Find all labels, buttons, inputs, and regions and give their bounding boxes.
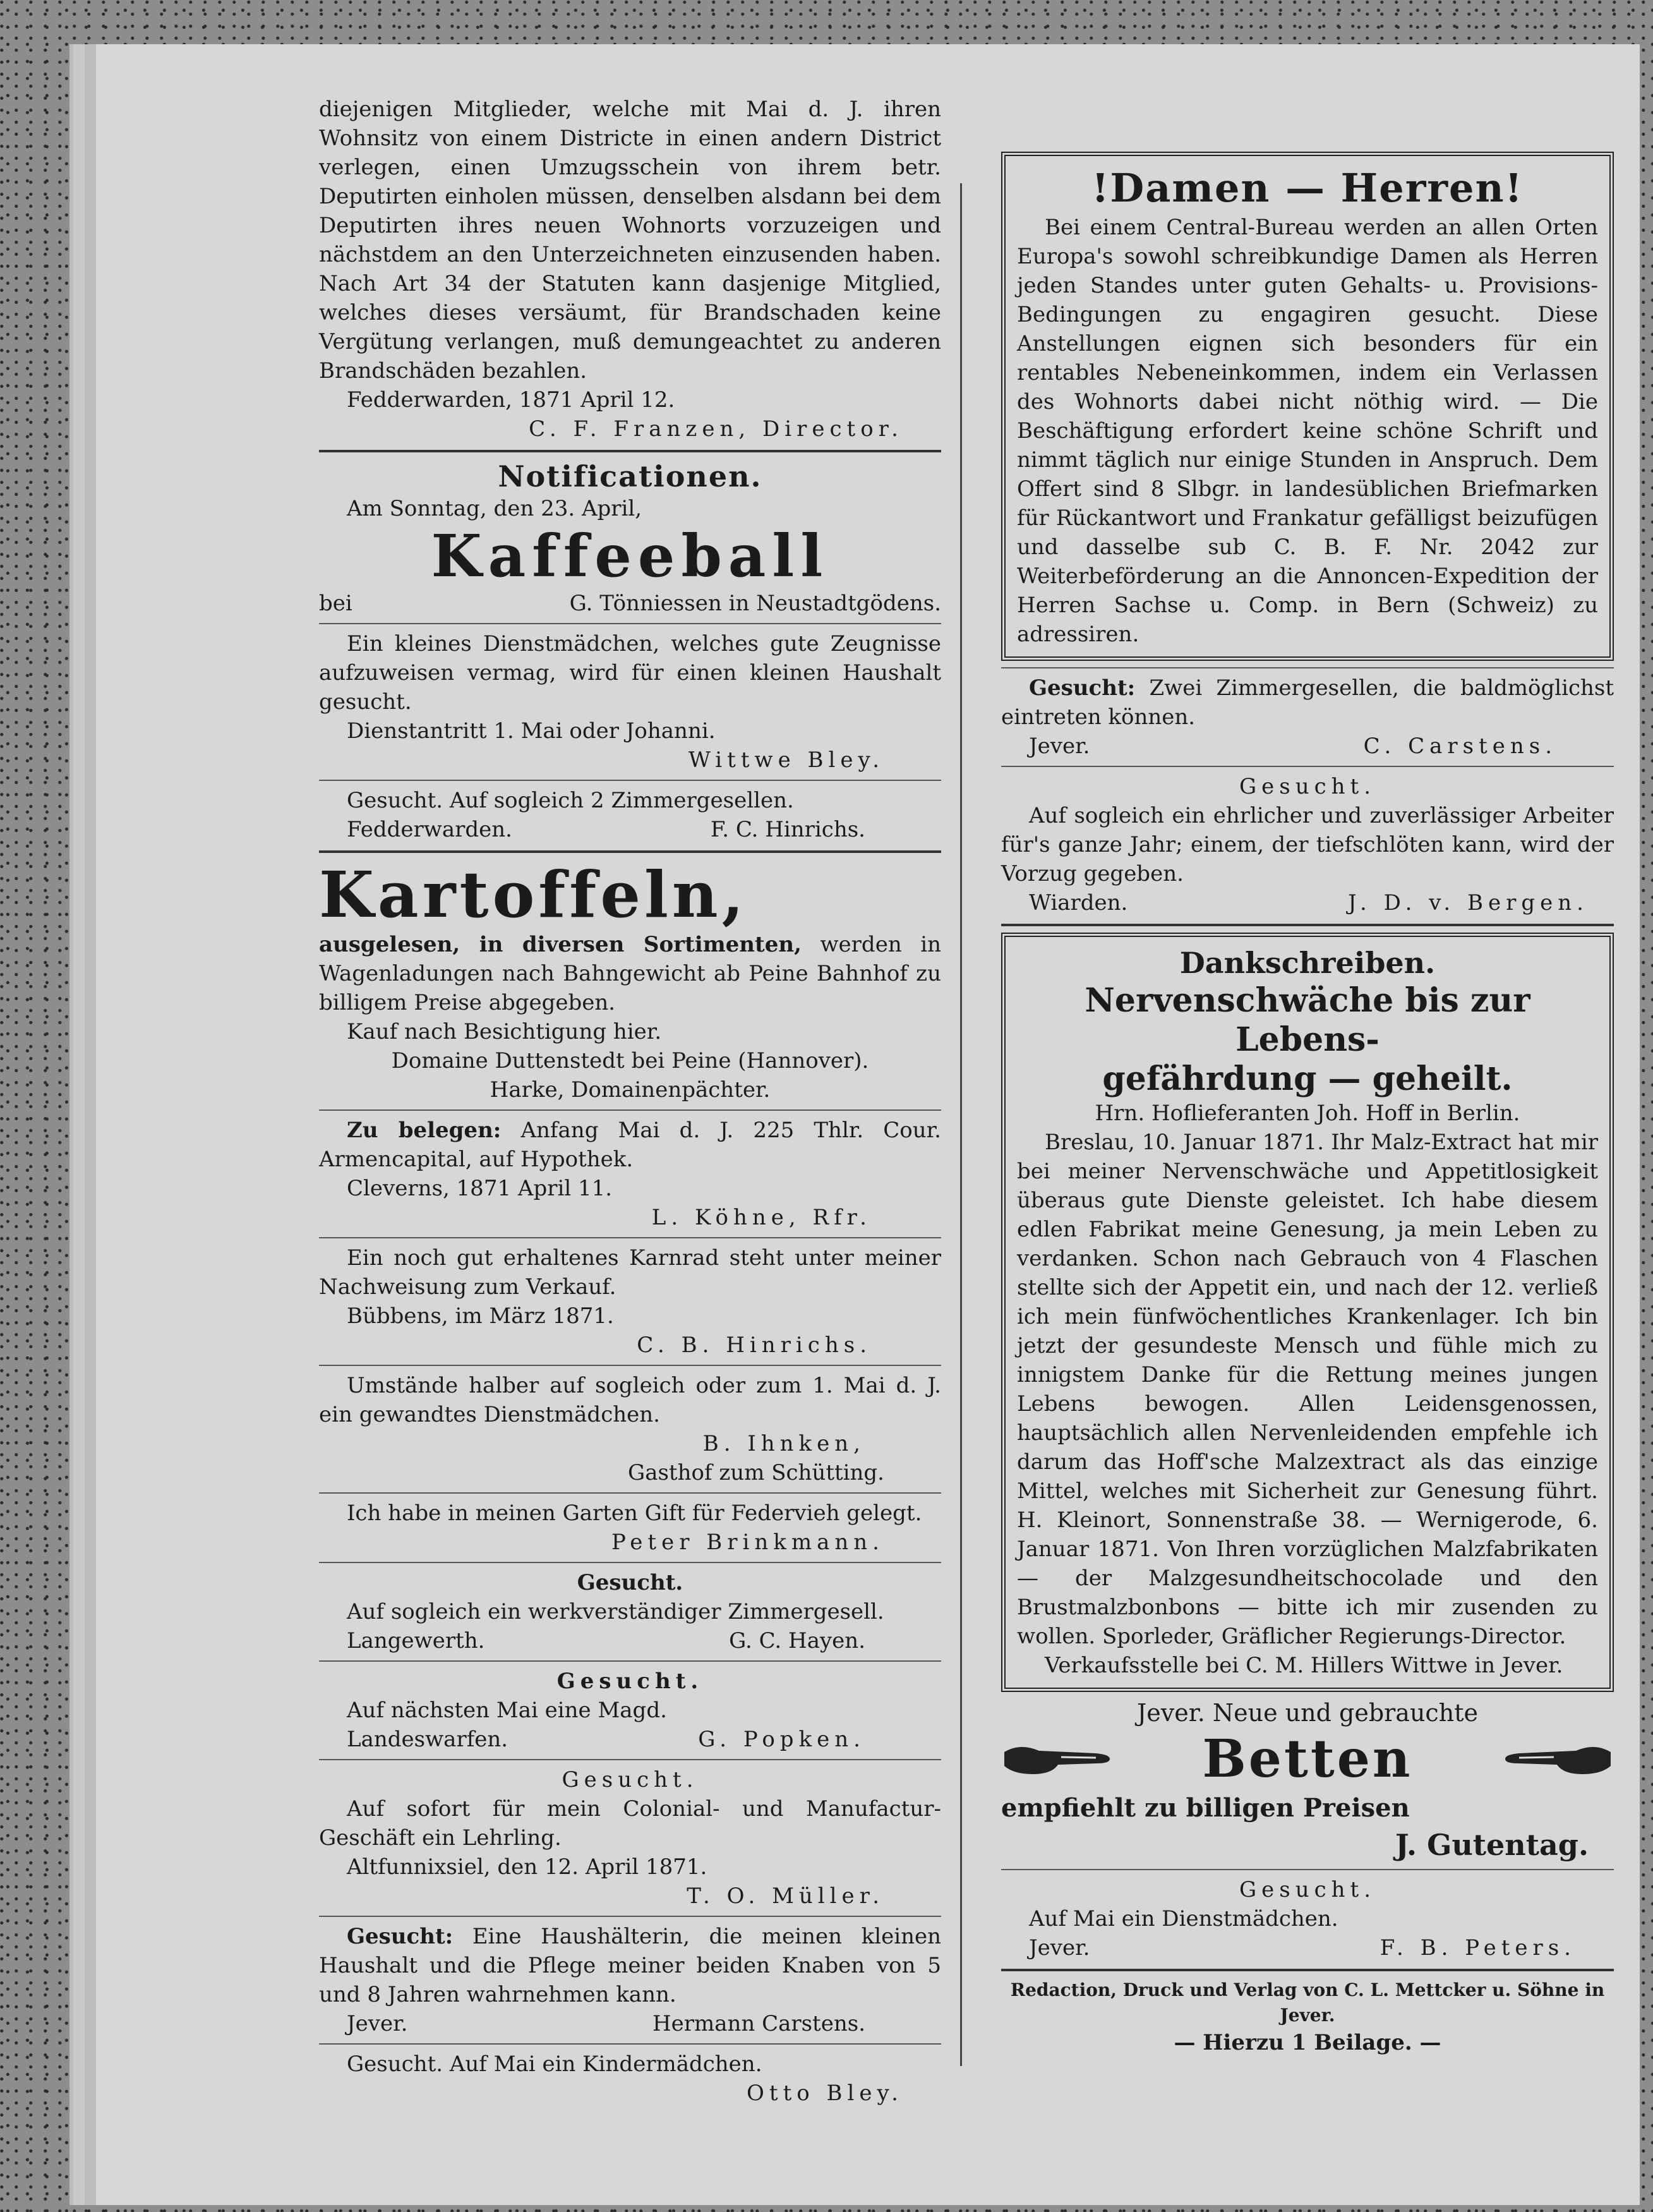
gesucht1-title: Gesucht. (577, 1570, 683, 1595)
arbeiter-title: Gesucht. (1239, 774, 1376, 799)
divider (319, 1237, 941, 1238)
divider (319, 850, 941, 853)
dienst-sign: Wittwe Bley. (688, 747, 884, 773)
intro-place: Fedderwarden, 1871 April 12. (347, 387, 675, 413)
kindermaedchen-sign: Otto Bley. (747, 2081, 903, 2106)
kaffee-bei: bei (319, 591, 352, 616)
divider (1001, 766, 1614, 767)
zwei-label: Gesucht: (1029, 675, 1136, 701)
betten-row (1001, 1727, 1614, 1791)
divider (1001, 924, 1614, 926)
gesucht3-title: Gesucht. (562, 1767, 699, 1792)
kindermaedchen-text: Gesucht. Auf Mai ein Kindermädchen. (347, 2052, 762, 2077)
pointing-hand-left-icon (1500, 1739, 1614, 1779)
divider (319, 2043, 941, 2045)
kartoffeln-title: Kartoffeln, (319, 857, 748, 932)
dankschreiben-sub2: gefährdung — geheilt. (1102, 1060, 1513, 1098)
betten-sign: J. Gutentag. (1395, 1828, 1589, 1862)
karnrad-text: Ein noch gut erhaltenes Karnrad steht unter meiner Nachweisung zum Verkauf. (319, 1245, 941, 1300)
gesucht2-sign: G. Popken. (698, 1727, 865, 1752)
dienstmaedchen-title: Gesucht. (1239, 1877, 1376, 1902)
kart-sign: Harke, Domainenpächter. (490, 1077, 771, 1103)
divider (319, 1492, 941, 1494)
umstaende-text: Umstände halber auf sogleich oder zum 1. Mai d. J. ein gewandtes Dienstmädchen. (319, 1373, 941, 1427)
zimmer-text: Gesucht. Auf sogleich 2 Zimmergesellen. (347, 788, 794, 813)
divider (1001, 1869, 1614, 1870)
dienstmaedchen-place: Jever. (1029, 1935, 1090, 1961)
zwei-text: Zwei Zimmergesellen, die baldmöglichst eintreten können. (1001, 675, 1614, 730)
dankschreiben-title: Dankschreiben. (1179, 946, 1436, 980)
divider (319, 780, 941, 781)
kart-kauf: Kauf nach Besichtigung hier. (347, 1019, 662, 1044)
belegen-label: Zu belegen: (347, 1118, 502, 1143)
zwei-sign: C. Carstens. (1363, 734, 1557, 759)
kart-text: werden in Wagenladungen nach Bahngewicht ab Peine Bahnhof zu billigem Preise abgegeben. (319, 932, 942, 1015)
gesucht1-sign: G. C. Hayen. (729, 1628, 865, 1653)
divider (319, 623, 941, 624)
belegen-text: Anfang Mai d. J. 225 Thlr. Cour. Armencapital, auf Hypothek. (319, 1118, 941, 1172)
haushalt-sign: Hermann Carstens. (652, 2011, 865, 2036)
arbeiter-place: Wiarden. (1029, 890, 1128, 916)
zimmer-place: Fedderwarden. (347, 817, 512, 842)
divider (1001, 1969, 1614, 1971)
gesucht3-text: Auf sofort für mein Colonial- und Manufactur-Geschäft ein Lehrling. (319, 1796, 941, 1851)
dienst-antritt: Dienstantritt 1. Mai oder Johanni. (347, 718, 716, 744)
belegen-sign: L. Köhne, Rfr. (651, 1205, 872, 1230)
arbeiter-sign: J. D. v. Bergen. (1347, 890, 1589, 916)
dienst-text: Ein kleines Dienstmädchen, welches gute Zeugnisse aufzuweisen vermag, wird für einen kleinen Haushalt gesucht. (319, 631, 941, 715)
right-column (1001, 152, 1614, 2057)
divider (319, 1365, 941, 1366)
haushalt-text: Eine Haushälterin, die meinen kleinen Haushalt und die Pflege meiner beiden Knaben von 5 und 8 Jahren wahrnehmen kann. (319, 1924, 942, 2007)
intro-text: diejenigen Mitglieder, welche mit Mai d. J. ihren Wohnsitz von einem Districte in einen andern District verlegen, einen Umzugsschein von ihrem betr. Deputirten einholen müssen, denselben alsdann bei dem Deputirten ihres neuen Wohnorts vorzuzeigen und nächstdem an den Unterzeichneten einzusenden haben. Nach Art 34 der Statuten kann dasjenige Mitglied, welches dieses versäumt, für Brandschaden keine Vergütung verlangen, muß demungeachtet zu anderen Brandschäden bezahlen. (319, 97, 941, 384)
left-column (319, 95, 941, 2108)
betten-sub: empfiehlt zu billigen Preisen (1001, 1793, 1410, 1823)
arbeiter-text: Auf sogleich ein ehrlicher und zuverlässiger Arbeiter für's ganze Jahr; einem, der tiefschlöten kann, wird der Vorzug gegeben. (1001, 803, 1614, 886)
gesucht2-sign-row (319, 1725, 941, 1754)
zimmer-sign-row (319, 815, 941, 844)
damen-herren-text: Bei einem Central-Bureau werden an allen Orten Europa's sowohl schreibkundige Damen als Herren jeden Standes unter guten Gehalts- u. Provisions-Bedingungen zu engagiren gesucht. Diese Anstellungen eignen sich besonders für ein rentables Nebeneinkommen, indem ein Verlassen des Wohnorts dabei nicht nöthig wird. — Die Beschäftigung erfordert keine schöne Schrift und nimmt täglich nur einige Stunden in Anspruch. Dem Offert sind 8 Slbgr. in landesüblichen Briefmarken für Rückantwort und Frankatur gefälligst beizufügen und dasselbe sub C. B. F. Nr. 2042 zur Weiterbeförderung an die Annoncen-Expedition der Herren Sachse u. Comp. in Bern (Schweiz) zu adressiren. (1017, 215, 1598, 647)
gesucht3-place: Altfunnixsiel, den 12. April 1871. (347, 1854, 707, 1880)
beilage-note: — Hierzu 1 Beilage. — (1174, 2030, 1441, 2055)
zimmer-sign: F. C. Hinrichs. (710, 817, 865, 842)
notificationen-heading: Notificationen. (498, 459, 762, 493)
dankschreiben-addr: Hrn. Hoflieferanten Joh. Hoff in Berlin. (1095, 1101, 1520, 1126)
haushalt-place: Jever. (347, 2011, 408, 2036)
gesucht3-sign: T. O. Müller. (687, 1883, 884, 1909)
gesucht1-place: Langewerth. (347, 1628, 485, 1653)
umstaende-sign1: B. Ihnken, (702, 1431, 865, 1456)
kaffee-host-row (319, 589, 941, 618)
dankschreiben-sub1: Nervenschwäche bis zur Lebens- (1085, 981, 1530, 1059)
umstaende-sign2: Gasthof zum Schütting. (628, 1460, 884, 1485)
gesucht2-text: Auf nächsten Mai eine Magd. (347, 1698, 667, 1723)
divider (319, 1109, 941, 1111)
haushalt-label: Gesucht: (347, 1924, 454, 1949)
karnrad-place: Bübbens, im März 1871. (347, 1303, 614, 1329)
gesucht2-title: Gesucht. (556, 1669, 704, 1694)
belegen-place: Cleverns, 1871 April 11. (347, 1176, 613, 1201)
imprint: Redaction, Druck und Verlag von C. L. Mettcker u. Söhne in Jever. (1010, 1979, 1605, 2026)
gift-text: Ich habe in meinen Garten Gift für Federvieh gelegt. (347, 1501, 922, 1526)
pointing-hand-right-icon (1001, 1739, 1115, 1779)
divider (319, 450, 941, 452)
divider (319, 1759, 941, 1760)
dienstmaedchen-sign-row (1001, 1933, 1614, 1962)
haushalt-sign-row (319, 2009, 941, 2038)
kaffee-host: G. Tönniessen in Neustadtgödens. (569, 591, 941, 616)
gesucht1-sign-row (319, 1626, 941, 1655)
divider (319, 1562, 941, 1563)
divider (319, 1916, 941, 1917)
gift-sign: Peter Brinkmann. (611, 1530, 884, 1555)
karnrad-sign: C. B. Hinrichs. (637, 1333, 872, 1358)
intro-sign: C. F. Franzen, Director. (529, 416, 903, 442)
dankschreiben-box (1001, 933, 1614, 1692)
dienstmaedchen-sign: F. B. Peters. (1380, 1935, 1576, 1961)
kart-domaine: Domaine Duttenstedt bei Peine (Hannover). (391, 1048, 869, 1073)
dankschreiben-sell: Verkaufsstelle bei C. M. Hillers Wittwe in Jever. (1045, 1653, 1563, 1678)
arbeiter-sign-row (1001, 888, 1614, 917)
gesucht1-text: Auf sogleich ein werkverständiger Zimmergesell. (347, 1599, 884, 1624)
kaffee-date: Am Sonntag, den 23. April, (347, 496, 642, 521)
divider (1001, 667, 1614, 668)
betten-title: Betten (1202, 1729, 1413, 1789)
betten-top: Jever. Neue und gebrauchte (1137, 1699, 1478, 1727)
damen-herren-box (1001, 152, 1614, 661)
dienstmaedchen-text: Auf Mai ein Dienstmädchen. (1029, 1906, 1338, 1931)
dankschreiben-text: Breslau, 10. Januar 1871. Ihr Malz-Extract hat mir bei meiner Nervenschwäche und Appetitlosigkeit überaus gute Dienste geleistet. Ich habe diesem edlen Fabrikat meine Genesung, ja mein Leben zu verdanken. Schon nach Gebrauch von 4 Flaschen stellte sich der Appetit ein, und nach der 12. verließ ich mein fünfwöchentliches Krankenlager. Ich bin jetzt der gesundeste Mensch und fühle mich zu innigstem Danke für die Rettung meines jungen Lebens bewogen. Allen Leidensgenossen, hauptsächlich allen Nervenleidenden empfehle ich darum das Hoff'sche Malzextract als das einzige Mittel, welches mit Sicherheit zur Genesung führt. H. Kleinort, Sonnenstraße 38. — Wernigerode, 6. Januar 1871. Von Ihren vorzüglichen Malzfabrikaten — der Malzgesundheitschocolade und den Brustmalzbonbons — bitte ich mir zusenden zu wollen. Sporleder, Gräflicher Regierungs-Director. (1017, 1130, 1598, 1649)
column-rule (960, 183, 962, 2066)
zwei-place: Jever. (1029, 734, 1090, 759)
zwei-sign-row (1001, 732, 1614, 761)
kart-sub: ausgelesen, in diversen Sortimenten, (319, 932, 802, 957)
gesucht2-place: Landeswarfen. (347, 1727, 508, 1752)
kaffeeball-title: Kaffeeball (431, 522, 829, 590)
divider (319, 1660, 941, 1662)
damen-herren-title: !Damen — Herren! (1091, 165, 1524, 211)
